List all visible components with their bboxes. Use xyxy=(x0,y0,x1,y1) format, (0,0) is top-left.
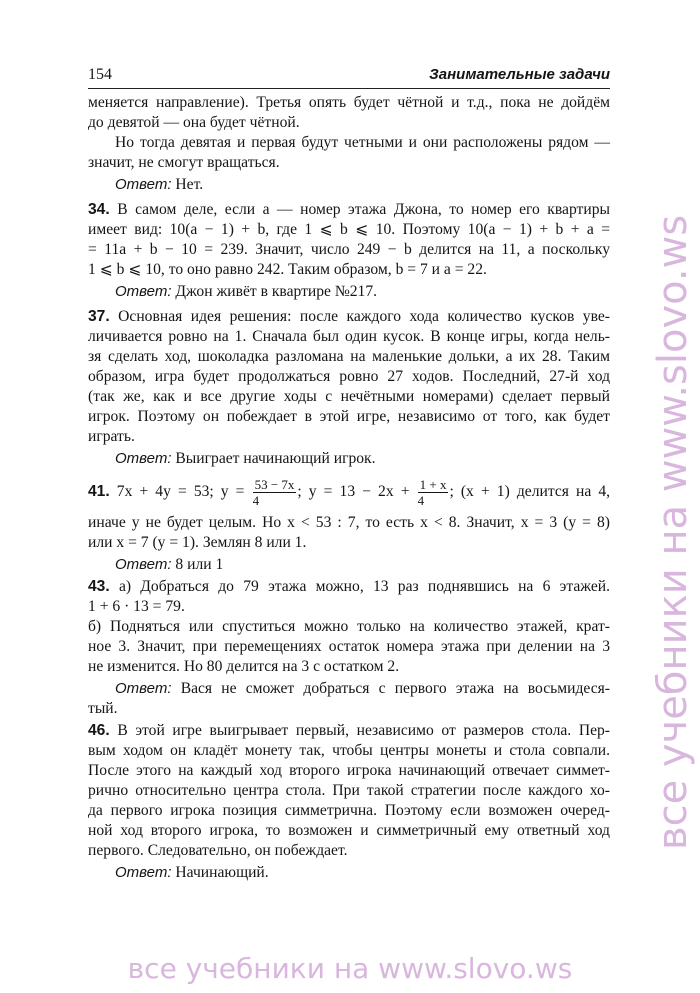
answer-text: Выиграет начинающий игрок. xyxy=(175,450,376,467)
answer-label: Ответ: xyxy=(115,556,172,573)
answer-label: Ответ: xyxy=(115,176,172,193)
page-number: 154 xyxy=(88,66,112,83)
text-line: 1 + 6 · 13 = 79. xyxy=(88,598,185,615)
paragraph-conclusion xyxy=(88,133,610,173)
text-line: первого. Следовательно, он побеждает. xyxy=(88,842,348,859)
fraction xyxy=(418,478,449,507)
answer-label: Ответ: xyxy=(115,283,172,300)
text-line: = 11a + b − 10 = 239. Значит, число 249 − b делится на 11, а поскольку xyxy=(88,241,610,258)
text-line: зя сделать ход, шоколадка разломана на маленькие дольки, а их 28. Таким xyxy=(88,348,610,365)
text-line: а) Добраться до 79 этажа можно, 13 раз поднявшись на 6 этажей. xyxy=(118,578,610,595)
fraction-numerator: 1 + x xyxy=(419,477,447,492)
answer-text: Нет. xyxy=(175,176,204,193)
fraction-denominator: 4 xyxy=(417,493,425,508)
problem-43 xyxy=(88,577,610,677)
problem-34 xyxy=(88,200,610,280)
text-line: личивается ровно на 1. Сначала был один кусок. В конце игры, когда нель- xyxy=(88,328,610,345)
text-line: не изменится. Но 80 делится на 3 с остатком 2. xyxy=(88,658,400,675)
problem-46 xyxy=(88,721,610,861)
text-line: В самом деле, если a — номер этажа Джона, то номер его квартиры xyxy=(117,201,610,218)
paragraph-continuation xyxy=(88,93,610,133)
text-line: иначе y не будет целым. Но x < 53 : 7, то есть x < 8. Значит, x = 3 (y = 8) xyxy=(88,514,610,531)
answer-label: Ответ: xyxy=(115,864,172,881)
text-line: ной ход второго игрока, то возможен и симметричный ему ответный ход xyxy=(88,822,610,839)
text-line: или x = 7 (y = 1). Землян 8 или 1. xyxy=(88,534,307,551)
text-line: Но тогда девятая и первая будут четными и они расположены рядом — xyxy=(115,134,610,151)
text-line: игрок. Поэтому он побеждает в этой игре, независимо от того, как будет xyxy=(88,408,610,425)
fraction xyxy=(253,478,297,507)
answer xyxy=(88,679,610,719)
fraction-numerator: 53 − 7x xyxy=(254,477,295,492)
side-watermark: все учебники на www.slovo.ws xyxy=(650,214,696,850)
text-line: Основная идея решения: после каждого хода количество кусков уве- xyxy=(118,308,610,325)
text-line: вым ходом он кладёт монету так, чтобы центры монеты и стола совпали. xyxy=(88,742,610,759)
answer xyxy=(88,449,610,469)
page-content xyxy=(88,93,610,885)
text-line: да первого игрока позиция симметрична. Поэтому если возможен очеред- xyxy=(88,802,610,819)
answer-text: Начинающий. xyxy=(175,864,269,881)
problem-number: 41. xyxy=(88,483,110,501)
text-line: б) Подняться или спуститься можно только на количество этажей, крат- xyxy=(88,618,610,635)
text-line: ное 3. Значит, при перемещениях остаток номера этажа при делении на 3 xyxy=(88,638,610,655)
answer xyxy=(88,555,610,575)
text-line: 1 ⩽ b ⩽ 10, то оно равно 242. Таким образом, b = 7 и a = 22. xyxy=(88,261,487,278)
problem-number: 37. xyxy=(88,308,110,325)
text-line: После этого на каждый ход второго игрока начинающий отвечает симмет- xyxy=(88,762,610,779)
answer-text-continuation: тый. xyxy=(88,700,118,717)
problem-37 xyxy=(88,307,610,447)
answer xyxy=(88,175,610,195)
text-line: значит, не смогут вращаться. xyxy=(88,154,280,171)
fraction-denominator: 4 xyxy=(252,493,260,508)
answer xyxy=(88,282,610,302)
text-line: (так же, как и все другие ходы с нечётными номерами) сделает первый xyxy=(88,388,610,405)
text-line: образом, игра будет продолжаться ровно 27 ходов. Последний, 27-й ход xyxy=(88,368,610,385)
text-line: до девятой — она будет чётной. xyxy=(88,114,300,131)
answer xyxy=(88,863,610,883)
formula-segment: 7x + 4y = 53; y = xyxy=(116,483,245,501)
formula-segment: ; y = 13 − 2x + xyxy=(297,483,410,501)
section-title: Занимательные задачи xyxy=(429,66,610,83)
text-line: меняется направление). Третья опять будет чётной и т.д., пока не дойдём xyxy=(88,94,610,111)
answer-text: Джон живёт в квартире №217. xyxy=(175,283,378,300)
problem-number: 46. xyxy=(88,722,110,739)
text-line: рично относительно центра стола. При такой стратегии после каждого хо- xyxy=(88,782,610,799)
answer-text: Вася не сможет добраться с первого этажа на восьмидеся- xyxy=(180,680,610,697)
text-line: играть. xyxy=(88,428,135,445)
header-rule xyxy=(88,88,610,89)
answer-text: 8 или 1 xyxy=(175,556,224,573)
problem-41 xyxy=(88,474,610,553)
answer-label: Ответ: xyxy=(115,680,172,697)
problem-number: 43. xyxy=(88,578,110,595)
bottom-watermark: все учебники на www.slovo.ws xyxy=(127,952,573,985)
text-line: имеет вид: 10(a − 1) + b, где 1 ⩽ b ⩽ 10. Поэтому 10(a − 1) + b + a = xyxy=(88,221,610,238)
formula-segment: ; (x + 1) делится на 4, xyxy=(449,483,611,501)
answer-label: Ответ: xyxy=(115,450,172,467)
page-header xyxy=(88,66,610,88)
problem-number: 34. xyxy=(88,201,110,218)
text-line: В этой игре выигрывает первый, независимо от размеров стола. Пер- xyxy=(117,722,610,739)
